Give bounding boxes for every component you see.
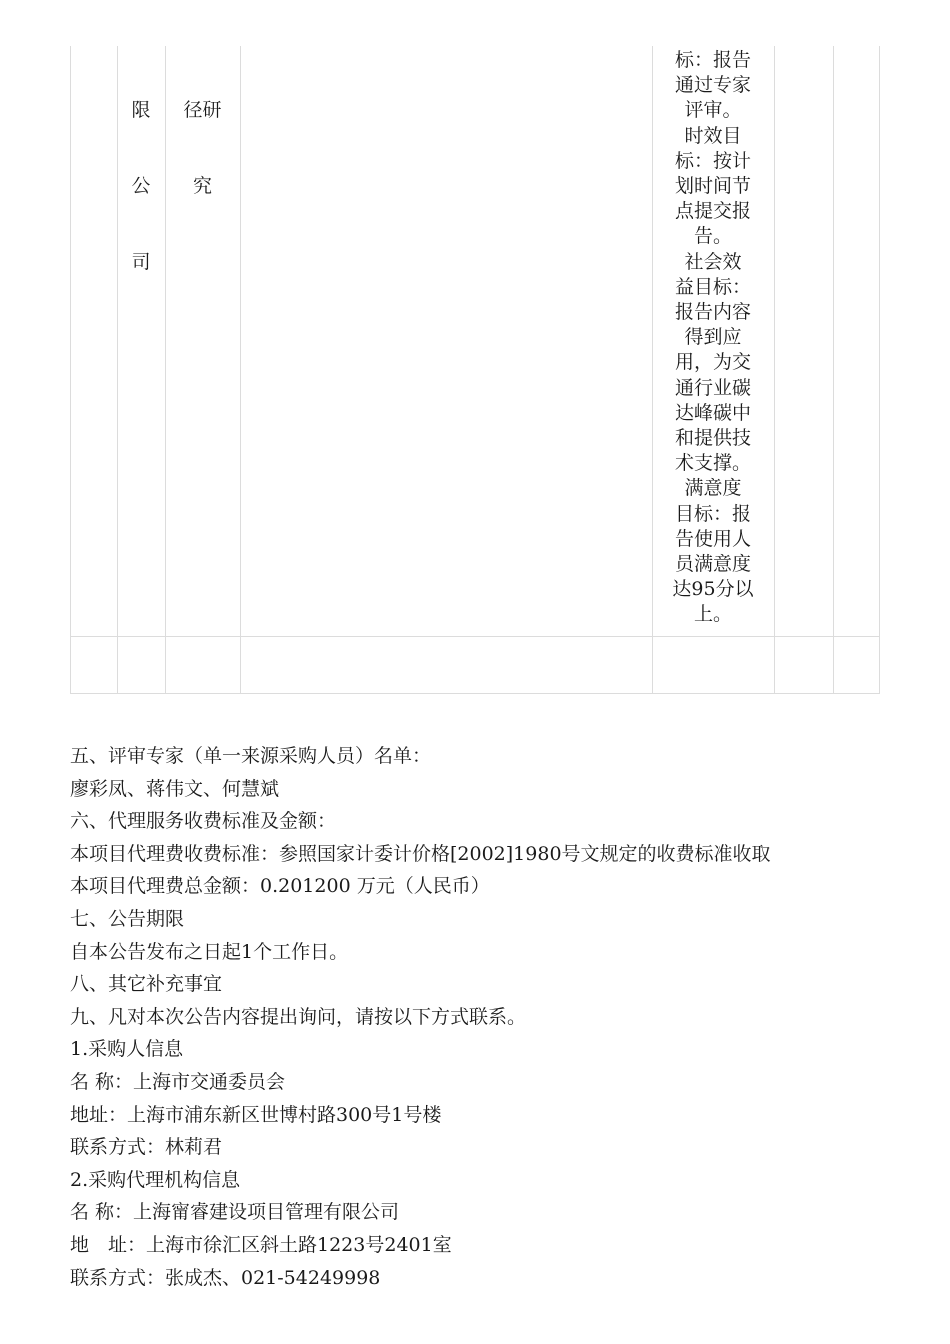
performance-goal-cell [652, 48, 774, 628]
goal-text-line: 标：报告 [674, 49, 751, 71]
results-table [70, 0, 880, 694]
goal-text-line: 告。 [693, 225, 732, 248]
table-border-left [70, 46, 71, 694]
goal-text-line: 时效目 [684, 124, 742, 147]
goal-text-line: 达峰碳中 [674, 401, 751, 424]
goal-text-line: 得到应 [684, 326, 742, 349]
goal-text-line: 员满意度 [674, 553, 751, 576]
announcement-line: 名 称：上海市交通委员会 [70, 1070, 286, 1093]
table-border [833, 46, 834, 694]
goal-text-line: 达95分以 [672, 578, 754, 601]
goal-text-line: 点提交报 [674, 200, 751, 223]
announcement-line: 六、代理服务收费标准及金额： [70, 810, 337, 833]
announcement-line: 本项目代理费总金额：0.201200 万元（人民币） [70, 875, 490, 898]
goal-text-line: 划时间节 [674, 175, 751, 198]
goal-text-line: 标：按计 [674, 149, 751, 172]
announcement-line: 名 称：上海甯睿建设项目管理有限公司 [70, 1201, 400, 1224]
announcement-body [70, 740, 930, 1294]
announcement-line: 地 址：上海市徐汇区斜土路1223号2401室 [70, 1233, 452, 1256]
table-row-divider [70, 636, 879, 637]
announcement-line: 2.采购代理机构信息 [70, 1168, 241, 1191]
goal-text-line: 报告内容 [674, 301, 751, 324]
announcement-line: 自本公告发布之日起1个工作日。 [70, 940, 349, 963]
goal-text-line: 和提供技 [674, 427, 751, 450]
announcement-line: 联系方式：张成杰、021-54249998 [70, 1266, 381, 1289]
table-border-bottom [70, 693, 879, 694]
announcement-line: 七、公告期限 [70, 907, 185, 930]
goal-text-line: 通过专家 [674, 74, 751, 97]
table-border [774, 46, 775, 694]
goal-text-line: 告使用人 [674, 527, 751, 550]
goal-text-line: 上。 [693, 603, 732, 626]
table-border [240, 46, 241, 694]
goal-text-line: 用，为交 [674, 351, 751, 374]
announcement-line: 地址：上海市浦东新区世博村路300号1号楼 [70, 1103, 442, 1126]
announcement-line: 九、凡对本次公告内容提出询问，请按以下方式联系。 [70, 1005, 527, 1028]
goal-text-line: 通行业碳 [674, 376, 751, 399]
goal-text-line: 评审。 [684, 99, 742, 122]
announcement-line: 本项目代理费收费标准：参照国家计委计价格[2002]1980号文规定的收费标准收取 [70, 842, 771, 865]
goal-text-line: 目标：报 [674, 502, 751, 525]
goal-text-line: 益目标： [674, 275, 751, 298]
table-border-right [879, 46, 880, 694]
announcement-line: 1.采购人信息 [70, 1038, 184, 1061]
announcement-line: 廖彩凤、蒋伟文、何慧斌 [70, 777, 280, 800]
project-content-cell: 径研 究 [183, 99, 222, 198]
supplier-name-cell: 限 公 司 [131, 99, 151, 273]
announcement-line: 八、其它补充事宜 [70, 973, 223, 996]
goal-text-line: 社会效 [684, 250, 742, 273]
announcement-line: 联系方式：林莉君 [70, 1136, 223, 1159]
announcement-line: 五、评审专家（单一来源采购人员）名单： [70, 745, 432, 767]
goal-text-line: 满意度 [684, 477, 742, 500]
goal-text-line: 术支撑。 [674, 452, 751, 475]
